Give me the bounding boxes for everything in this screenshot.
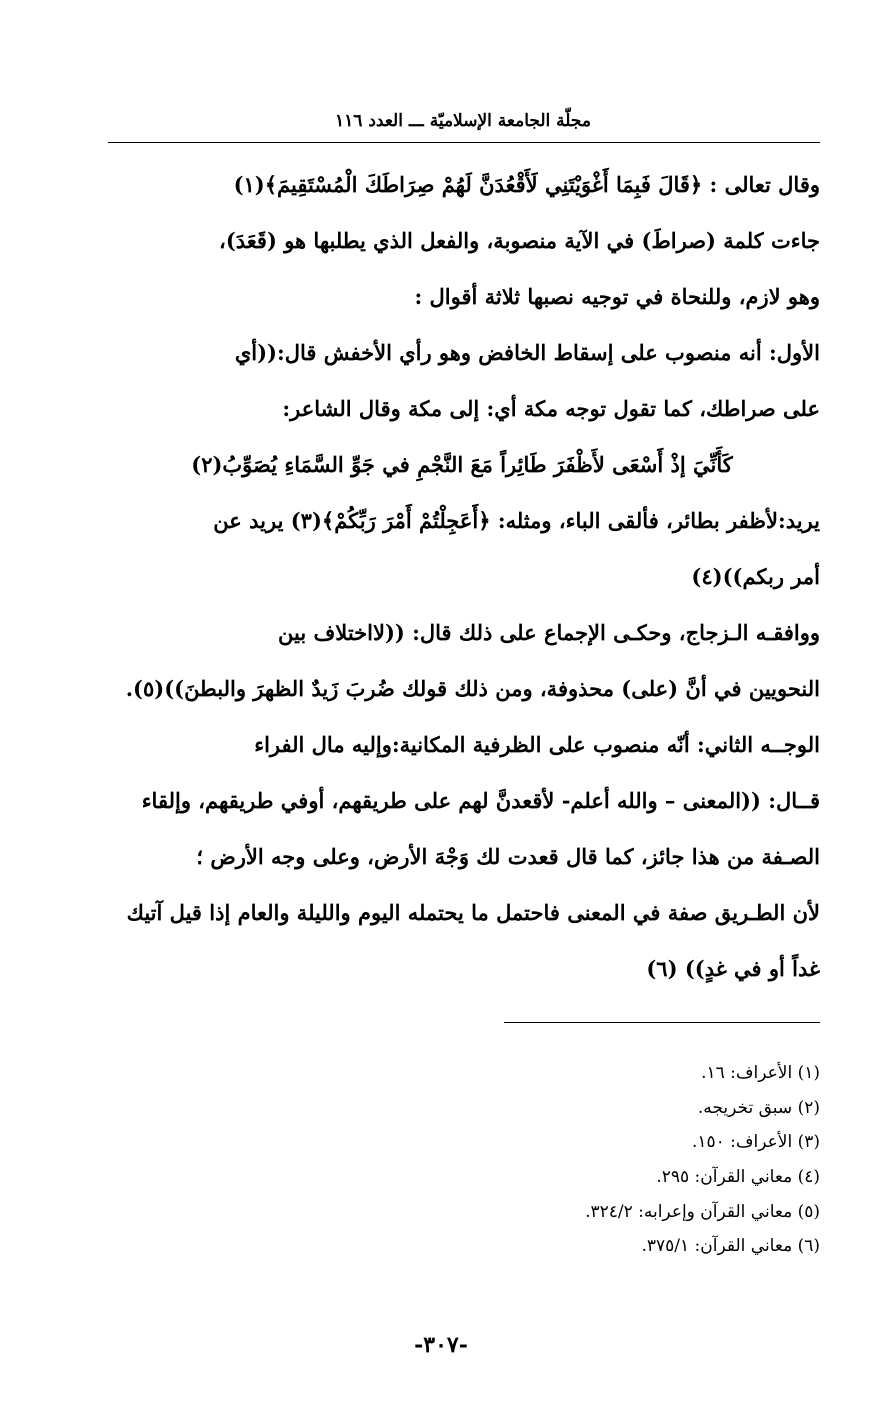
body-line: جاءت كلمة (صراطَ) في الآية منصوبة، والفعل الذي يطلبها هو (قَعَدَ)، — [219, 227, 820, 253]
body-line: لأن الطـريق صفة في المعنى فاحتمل ما يحتمله اليوم والليلة والعام إذا قيل آتيك — [126, 899, 820, 925]
body-line: غداً أو في غدٍ)) (٦) — [646, 955, 820, 981]
footnote: (٢) سبق تخريجه. — [697, 1097, 820, 1118]
running-head: مجلّة الجامعة الإسلاميّة ـــ العدد ١١٦ — [335, 111, 591, 131]
page-number: -٣٠٧- — [414, 1332, 468, 1358]
footnotes — [300, 1056, 820, 1264]
poetry-verse: كَأَنِّيَ إذْ أَسْعَى لأَظْفَرَ طَائِراً مَعَ النَّجْمِ في جَوِّ السَّمَاءِ يُصَوِّبُ(٢) — [191, 451, 733, 477]
body-line: أمر ربكم))(٤) — [691, 563, 820, 589]
body-line: النحويين في أنَّ (على) محذوفة، ومن ذلك قولك ضُربَ زَيدٌ الظهرَ والبطنَ))(٥). — [125, 675, 820, 701]
body-line: يريد:لأظفر بطائر، فألقى الباء، ومثله: ﴿أَعَجِلْتُمْ أَمْرَ رَبِّكُمْ﴾(٣) يريد عن — [213, 507, 820, 533]
footnote: (٦) معاني القرآن: ٣٧٥/١. — [641, 1236, 820, 1257]
body-line: وهو لازم، وللنحاة في توجيه نصبها ثلاثة أقوال : — [414, 283, 820, 309]
body-line: على صراطك، كما تقول توجه مكة أي: إلى مكة وقال الشاعر: — [282, 395, 820, 421]
footnote-divider — [504, 1022, 820, 1023]
header-divider — [108, 142, 820, 143]
footnote: (٥) معاني القرآن وإعرابه: ٣٢٤/٢. — [585, 1201, 820, 1222]
body-line: وقال تعالى : ﴿قَالَ فَبِمَا أَغْوَيْتَنِي لَأَقْعُدَنَّ لَهُمْ صِرَاطَكَ الْمُسْتَقِيمَ﴾(١) — [233, 171, 820, 197]
body-line: الوجــه الثاني: أنّه منصوب على الظرفية المكانية:وإليه مال الفراء — [254, 731, 820, 757]
body-line: الأول: أنه منصوب على إسقاط الخافض وهو رأي الأخفش قال:((أي — [234, 339, 820, 365]
body-line: ووافقـه الـزجاج، وحكـى الإجماع على ذلك قال: ((لااختلاف بين — [278, 619, 820, 645]
footnote: (٤) معاني القرآن: ٢٩٥. — [656, 1167, 820, 1188]
footnote: (٣) الأعراف: ١٥٠. — [691, 1132, 820, 1153]
body-line: قــال: ((المعنى – والله أعلم- لأقعدنَّ لهم على طريقهم، أوفي طريقهم، وإلقاء — [141, 787, 820, 813]
footnote: (١) الأعراف: ١٦. — [701, 1063, 820, 1084]
body-line: الصـفة من هذا جائز، كما قال قعدت لك وَجْهَ الأرض، وعلى وجه الأرض ؛ — [196, 843, 820, 869]
body-text — [104, 156, 820, 996]
